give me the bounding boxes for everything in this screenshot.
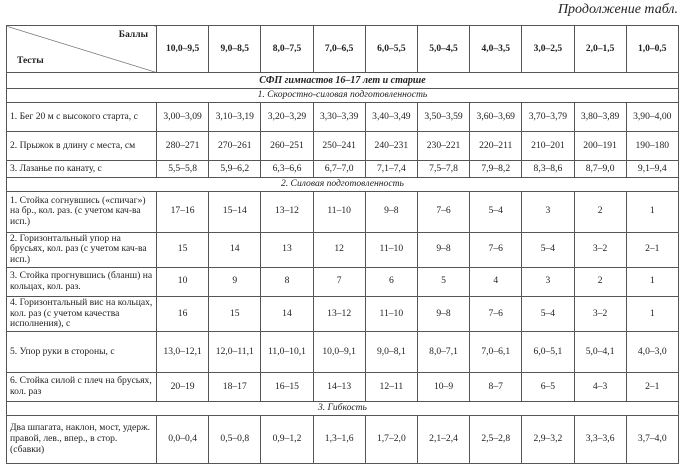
score-cell: 7,1–7,4: [365, 160, 417, 177]
section-title: 1. Скоростно-силовая подготовленность: [7, 89, 679, 103]
score-cell: 2–1: [626, 232, 678, 267]
score-cell: 3: [522, 191, 574, 232]
score-cell: 13–12: [313, 296, 365, 331]
score-cell: 11–10: [365, 296, 417, 331]
score-cell: 250–241: [313, 131, 365, 160]
score-cell: 6–5: [522, 373, 574, 402]
score-cell: 270–261: [209, 131, 261, 160]
score-cell: 1: [626, 191, 678, 232]
points-label: Баллы: [118, 30, 148, 40]
score-cell: 2: [574, 267, 626, 296]
score-cell: 12,0–11,1: [209, 332, 261, 373]
score-cell: 2,9–3,2: [522, 415, 574, 463]
table-row: [7, 191, 679, 232]
score-cell: 6,3–6,6: [261, 160, 313, 177]
score-cell: 2–1: [626, 373, 678, 402]
header-corner-cell: [7, 26, 157, 73]
score-cell: 4,0–3,0: [626, 332, 678, 373]
score-cell: 7–6: [417, 191, 469, 232]
score-cell: 230–221: [417, 131, 469, 160]
table-row: [7, 102, 679, 131]
table-row: [7, 296, 679, 331]
test-name: 2. Прыжок в длину с места, см: [7, 131, 157, 160]
score-cell: 3,50–3,59: [417, 102, 469, 131]
score-cell: 13–12: [261, 191, 313, 232]
table-row: [7, 232, 679, 267]
score-cell: 16–15: [261, 373, 313, 402]
score-cell: 9: [209, 267, 261, 296]
main-section-row: [7, 73, 679, 89]
score-cell: 1,7–2,0: [365, 415, 417, 463]
score-cell: 3–2: [574, 296, 626, 331]
score-cell: 190–180: [626, 131, 678, 160]
score-cell: 280–271: [157, 131, 209, 160]
score-cell: 6: [365, 267, 417, 296]
score-cell: 11–10: [313, 191, 365, 232]
section-row: [7, 177, 679, 191]
score-cell: 11–10: [365, 232, 417, 267]
column-header: 5,0–4,5: [417, 26, 469, 73]
score-cell: 8,7–9,0: [574, 160, 626, 177]
score-cell: 210–201: [522, 131, 574, 160]
test-name: 5. Упор руки в стороны, с: [7, 332, 157, 373]
test-name: 6. Стойка силой с плеч на брусьях, кол. раз: [7, 373, 157, 402]
score-cell: 9–8: [365, 191, 417, 232]
score-cell: 16: [157, 296, 209, 331]
tests-label: Тесты: [17, 56, 44, 67]
score-cell: 3: [522, 267, 574, 296]
score-cell: 14–13: [313, 373, 365, 402]
table-row: [7, 415, 679, 463]
score-cell: 260–251: [261, 131, 313, 160]
score-cell: 15: [209, 296, 261, 331]
test-name: Два шпагата, наклон, мост, удерж. правой, лев., впер., в стор. (сбавки): [7, 415, 157, 463]
score-cell: 3,3–3,6: [574, 415, 626, 463]
test-name: 2. Горизонтальный упор на брусьях, кол. раз (с учетом кач-ва исп.): [7, 232, 157, 267]
score-cell: 1: [626, 267, 678, 296]
main-section-title: СФП гимнастов 16–17 лет и старше: [7, 73, 679, 89]
table-row: [7, 332, 679, 373]
score-cell: 8–7: [470, 373, 522, 402]
score-cell: 15: [157, 232, 209, 267]
score-cell: 0,0–0,4: [157, 415, 209, 463]
score-cell: 2,1–2,4: [417, 415, 469, 463]
score-cell: 3–2: [574, 232, 626, 267]
score-cell: 14: [209, 232, 261, 267]
column-header: 1,0–0,5: [626, 26, 678, 73]
score-cell: 3,20–3,29: [261, 102, 313, 131]
test-name: 1. Стойка согнувшись («спичаг») на бр., кол. раз. (с учетом кач-ва исп.): [7, 191, 157, 232]
score-cell: 10–9: [417, 373, 469, 402]
score-cell: 5,0–4,1: [574, 332, 626, 373]
score-cell: 7,5–7,8: [417, 160, 469, 177]
score-cell: 0,5–0,8: [209, 415, 261, 463]
column-header: 6,0–5,5: [365, 26, 417, 73]
score-cell: 10: [157, 267, 209, 296]
test-name: 3. Лазанье по канату, с: [7, 160, 157, 177]
score-cell: 11,0–10,1: [261, 332, 313, 373]
section-title: 3. Гибкость: [7, 402, 679, 416]
score-cell: 5: [417, 267, 469, 296]
score-cell: 4–3: [574, 373, 626, 402]
score-cell: 5–4: [522, 232, 574, 267]
score-cell: 3,7–4,0: [626, 415, 678, 463]
score-cell: 9–8: [417, 296, 469, 331]
header-row: [7, 26, 679, 73]
test-name: 4. Горизонтальный вис на кольцах, кол. раз (с учетом качества исполнения), с: [7, 296, 157, 331]
section-row: [7, 402, 679, 416]
score-cell: 2: [574, 191, 626, 232]
score-cell: 3,60–3,69: [470, 102, 522, 131]
score-cell: 3,00–3,09: [157, 102, 209, 131]
section-row: [7, 89, 679, 103]
score-cell: 18–17: [209, 373, 261, 402]
score-cell: 5,5–5,8: [157, 160, 209, 177]
table-row: [7, 131, 679, 160]
score-cell: 9,0–8,1: [365, 332, 417, 373]
score-cell: 8,0–7,1: [417, 332, 469, 373]
score-cell: 200–191: [574, 131, 626, 160]
score-cell: 13: [261, 232, 313, 267]
section-title: 2. Силовая подготовленность: [7, 177, 679, 191]
column-header: 3,0–2,5: [522, 26, 574, 73]
score-cell: 4: [470, 267, 522, 296]
test-name: 3. Стойка прогнувшись (бланш) на кольцах, кол. раз.: [7, 267, 157, 296]
score-cell: 3,70–3,79: [522, 102, 574, 131]
score-cell: 7,9–8,2: [470, 160, 522, 177]
score-cell: 3,10–3,19: [209, 102, 261, 131]
table-caption: Продолжение табл.: [557, 2, 678, 17]
score-cell: 12: [313, 232, 365, 267]
column-header: 10,0–9,5: [157, 26, 209, 73]
score-cell: 8: [261, 267, 313, 296]
score-cell: 2,5–2,8: [470, 415, 522, 463]
column-header: 4,0–3,5: [470, 26, 522, 73]
score-cell: 6,0–5,1: [522, 332, 574, 373]
score-cell: 220–211: [470, 131, 522, 160]
score-cell: 0,9–1,2: [261, 415, 313, 463]
score-cell: 7–6: [470, 232, 522, 267]
score-cell: 20–19: [157, 373, 209, 402]
score-cell: 6,7–7,0: [313, 160, 365, 177]
score-cell: 1,3–1,6: [313, 415, 365, 463]
table-row: [7, 373, 679, 402]
score-cell: 7,0–6,1: [470, 332, 522, 373]
score-cell: 3,80–3,89: [574, 102, 626, 131]
test-name: 1. Бег 20 м с высокого старта, с: [7, 102, 157, 131]
score-cell: 17–16: [157, 191, 209, 232]
norms-table: [6, 25, 679, 464]
score-cell: 9–8: [417, 232, 469, 267]
score-cell: 3,90–4,00: [626, 102, 678, 131]
column-header: 9,0–8,5: [209, 26, 261, 73]
score-cell: 9,1–9,4: [626, 160, 678, 177]
table-row: [7, 160, 679, 177]
score-cell: 1: [626, 296, 678, 331]
score-cell: 8,3–8,6: [522, 160, 574, 177]
score-cell: 10,0–9,1: [313, 332, 365, 373]
column-header: 2,0–1,5: [574, 26, 626, 73]
score-cell: 5,9–6,2: [209, 160, 261, 177]
score-cell: 12–11: [365, 373, 417, 402]
column-header: 7,0–6,5: [313, 26, 365, 73]
score-cell: 14: [261, 296, 313, 331]
score-cell: 3,30–3,39: [313, 102, 365, 131]
score-cell: 5–4: [522, 296, 574, 331]
score-cell: 3,40–3,49: [365, 102, 417, 131]
table-row: [7, 267, 679, 296]
score-cell: 7: [313, 267, 365, 296]
score-cell: 13,0–12,1: [157, 332, 209, 373]
score-cell: 7–6: [470, 296, 522, 331]
score-cell: 5–4: [470, 191, 522, 232]
score-cell: 240–231: [365, 131, 417, 160]
column-header: 8,0–7,5: [261, 26, 313, 73]
score-cell: 15–14: [209, 191, 261, 232]
